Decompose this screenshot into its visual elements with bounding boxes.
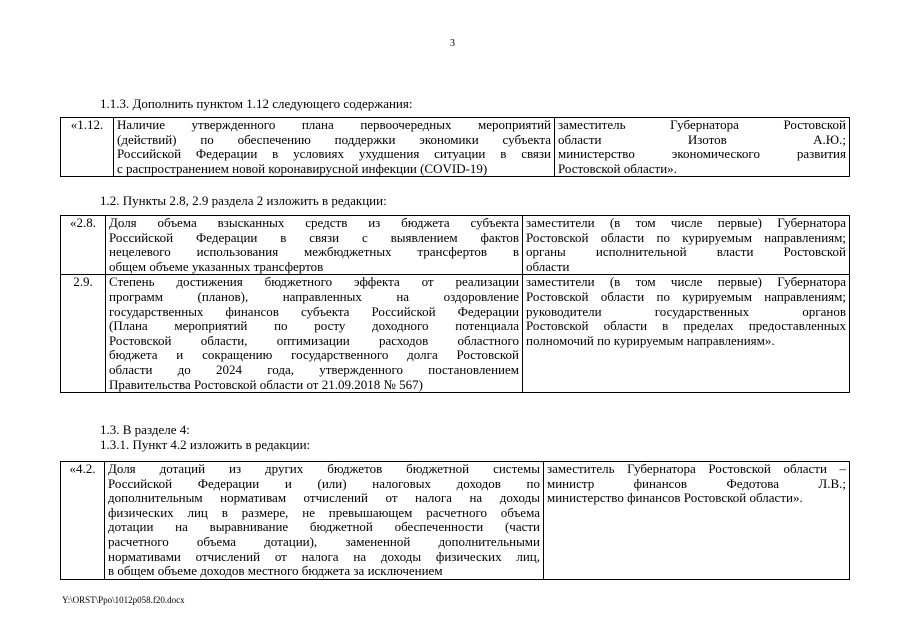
page-number: 3 [450, 38, 455, 49]
paragraph-1-2: 1.2. Пункты 2.8, 2.9 раздела 2 изложить в редакции: [100, 193, 387, 208]
text-line: заместитель Губернатора Ростовской [558, 117, 846, 132]
item-number: 2.9. [61, 275, 106, 393]
text-line: заместитель Губернатора Ростовской области – [547, 461, 846, 476]
text-line: общем объеме указанных трансфертов [109, 258, 324, 274]
table-row [61, 118, 850, 177]
text-line: (действий) по обеспечению поддержки экономики субъекта [117, 131, 551, 147]
text-line: Ростовской области». [558, 160, 677, 176]
text-line: министерство экономического развития [558, 146, 846, 162]
text-line: Российской Федерации в условиях ухудшения ситуации в связи [117, 146, 551, 162]
table-row [61, 216, 850, 275]
text-line: Российской Федерации в связи с выявлением фактов [109, 229, 519, 245]
text-line: с распространением новой коронавирусной инфекции (COVID-19) [117, 160, 488, 176]
text-line: Ростовской области, оптимизации расходов областного [109, 332, 519, 348]
text-line: дополнительным нормативам отчислений от налога на доходы [108, 490, 540, 506]
table-items-2-8-2-9 [60, 215, 850, 393]
indicator-text [106, 216, 523, 275]
text-line: заместители (в том числе первые) Губернатора [526, 215, 846, 230]
text-line: программ (планов), направленных на оздоровление [109, 288, 519, 304]
text-line: полномочий по курируемым направлениям». [526, 332, 775, 348]
table-item-1-12 [60, 117, 850, 177]
text-line: бюджета и сокращению государственного долга Ростовской [109, 347, 519, 363]
text-line: государственных финансов субъекта Российской Федерации [109, 303, 519, 319]
text-line: нецелевого использования межбюджетных трансфертов в [109, 244, 519, 260]
text-line: органы исполнительной власти Ростовской [526, 244, 846, 260]
item-number: «4.2. [61, 462, 105, 580]
table-row [61, 462, 850, 580]
text-line: (Плана мероприятий по росту доходного потенциала [109, 318, 519, 334]
text-line: Степень достижения бюджетного эффекта от реализации [109, 274, 519, 290]
text-line: Ростовской области по курируемым направлениям; [526, 229, 846, 245]
responsible-text [555, 118, 850, 177]
text-line: Доля дотаций из других бюджетов бюджетной системы [108, 461, 540, 476]
text-line: министр финансов Федотова Л.В.; [547, 475, 846, 491]
text-line: нормативами отчислений от налога на доходы физических лиц, [108, 548, 540, 564]
responsible-text [544, 462, 850, 580]
text-line: Доля объема взысканных средств из бюджета субъекта [109, 215, 519, 230]
indicator-text [105, 462, 544, 580]
text-line: Ростовской области по курируемым направлениям; [526, 288, 846, 304]
text-line: министерство финансов Ростовской области». [547, 490, 803, 506]
text-line: Наличие утвержденного плана первоочередных мероприятий [117, 117, 551, 132]
table-row [61, 275, 850, 393]
table-item-4-2 [60, 461, 850, 580]
paragraph-1-1-3: 1.1.3. Дополнить пунктом 1.12 следующего содержания: [100, 96, 413, 111]
indicator-text [114, 118, 555, 177]
text-line: Российской Федерации и (или) налоговых доходов по [108, 475, 540, 491]
item-number: «1.12. [61, 118, 114, 177]
text-line: руководители государственных органов [526, 303, 846, 319]
responsible-text [523, 275, 850, 393]
file-path-footer: Y:\ORST\Ppo\1012p058.f20.docx [62, 595, 185, 605]
text-line: в общем объеме доходов местного бюджета за исключением [108, 563, 443, 579]
text-line: области [526, 258, 570, 274]
text-line: расчетного объема дотации), замененной дополнительными [108, 533, 540, 549]
text-line: Ростовской области в пределах предоставленных [526, 318, 846, 334]
item-number: «2.8. [61, 216, 106, 275]
text-line: физических лиц в размере, не превышающем расчетного объема [108, 504, 540, 520]
responsible-text [523, 216, 850, 275]
text-line: заместители (в том числе первые) Губернатора [526, 274, 846, 290]
indicator-text [106, 275, 523, 393]
paragraph-1-3: 1.3. В разделе 4: [100, 422, 190, 437]
text-line: области до 2024 года, утвержденного постановлением [109, 361, 519, 377]
paragraph-1-3-1: 1.3.1. Пункт 4.2 изложить в редакции: [100, 437, 311, 452]
text-line: области Изотов А.Ю.; [558, 131, 846, 147]
text-line: дотации на выравнивание бюджетной обеспеченности (части [108, 519, 540, 535]
text-line: Правительства Ростовской области от 21.09.2018 № 567) [109, 376, 423, 392]
